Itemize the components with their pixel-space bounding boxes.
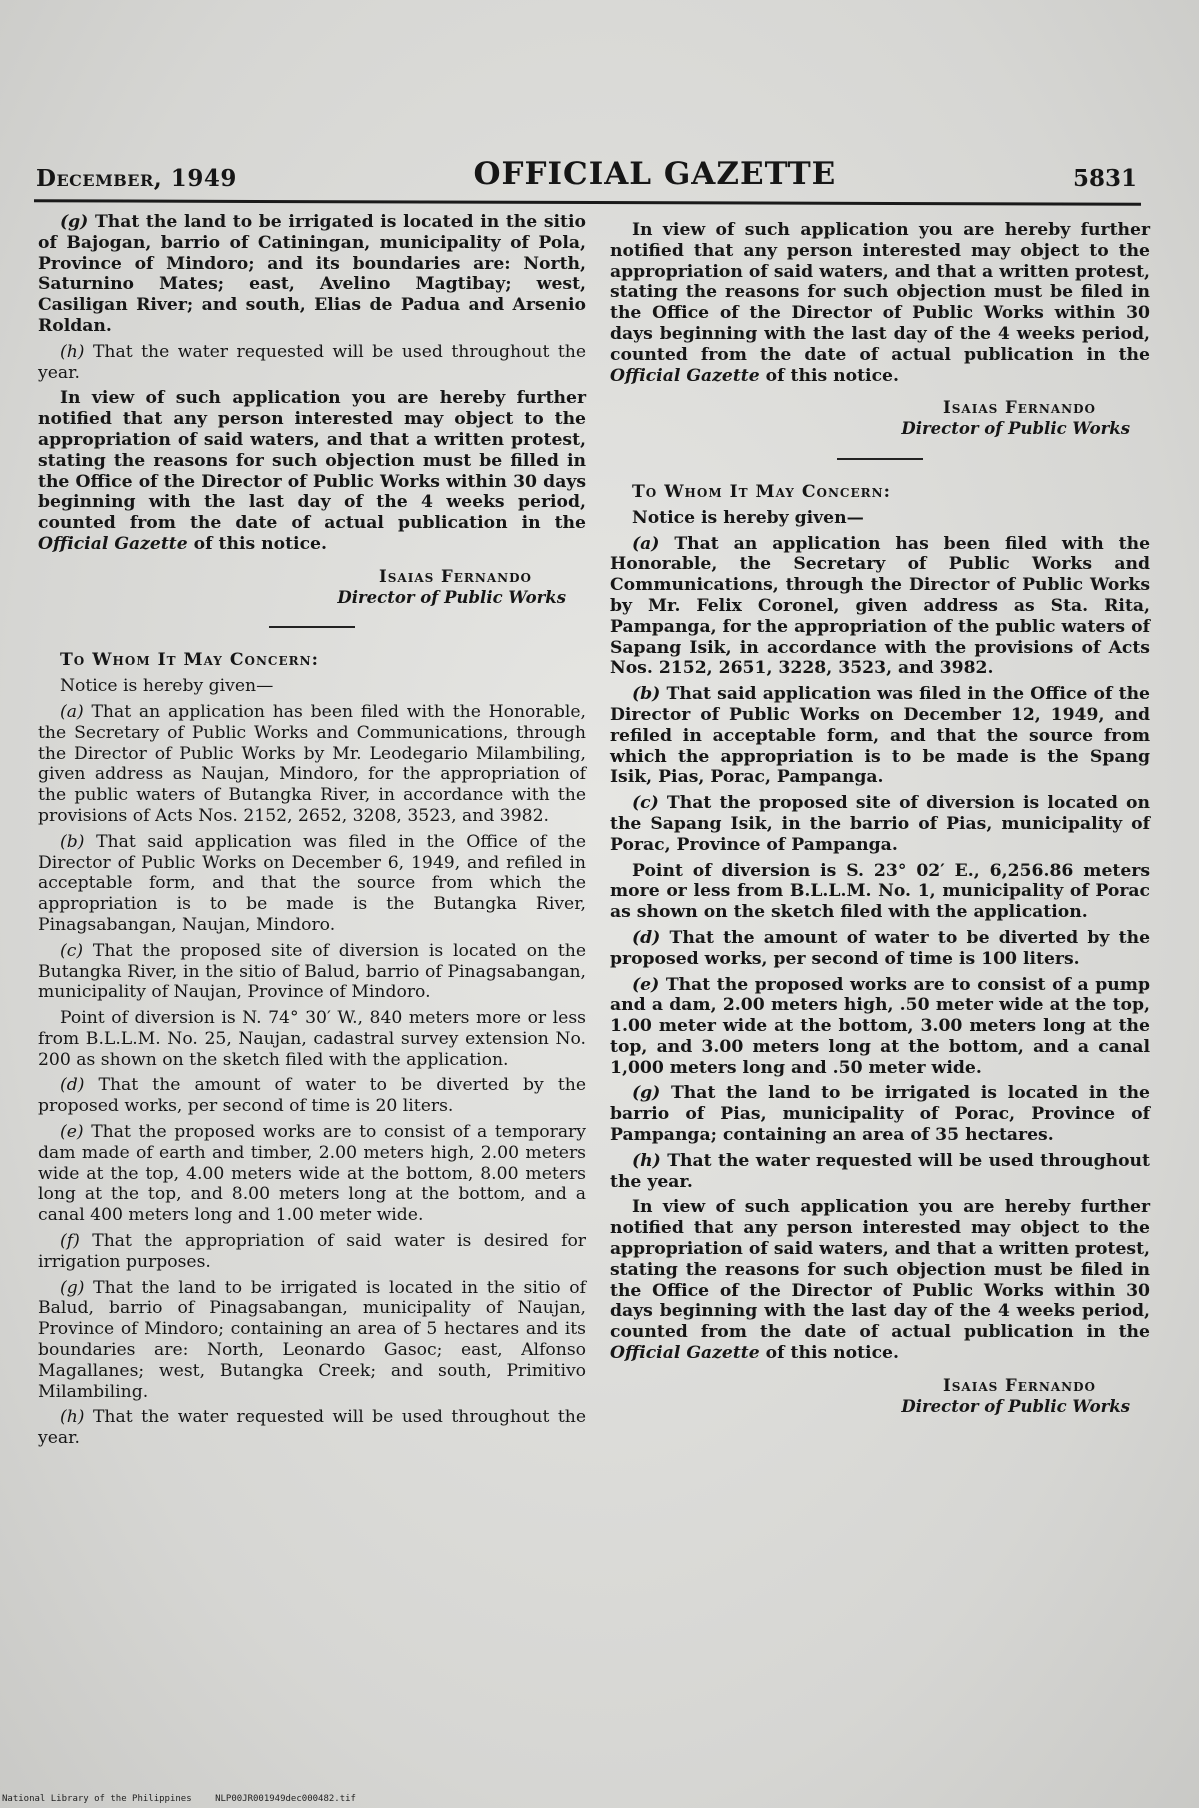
header-rule xyxy=(34,199,1141,205)
signature-title: Director of Public Works xyxy=(901,419,1130,439)
header-date: December, 1949 xyxy=(36,165,237,192)
paragraph-point: Point of diversion is S. 23° 02′ E., 6,256.86 meters more or less from B.L.L.M. No. 1, municipality of Porac as shown on the sketch filed with the application. xyxy=(610,860,1150,923)
signature-block xyxy=(38,567,586,609)
paragraph-a: (a) That an application has been filed with the Honorable, the Secretary of Public Works and Communications, through the Director of Public Works by Mr. Felix Coronel, given address as Sta. Rita, Pampanga, for the appropriation of the public waters of Sapang Isik, in accordance with the provisions of Acts Nos. 2152, 2651, 3228, 3523, and 3982. xyxy=(610,533,1151,679)
paragraph-g: (g) That the land to be irrigated is located in the barrio of Pias, municipality of Porac, Province of Pampanga; containing an area of 35 hectares. xyxy=(610,1083,1150,1146)
paragraph-c: (c) That the proposed site of diversion is located on the Sapang Isik, in the barrio of Pias, municipality of Porac, Province of Pampanga. xyxy=(610,793,1151,855)
signature-title: Director of Public Works xyxy=(901,1396,1130,1416)
paragraph-e: (e) That the proposed works are to consist of a temporary dam made of earth and timber, 2.00 meters high, 2.00 meters wide at the top, 4.00 meters wide at the bottom, 8.00 meters long at the top, and 8.00 meters long at the bottom, and a canal 400 meters long and 1.00 meter wide. xyxy=(38,1122,586,1226)
footer-library: National Library of the Philippines xyxy=(2,1794,192,1804)
right-column xyxy=(610,220,1150,1417)
notice-heading: To Whom It May Concern: xyxy=(632,481,891,502)
signature-block xyxy=(610,398,1150,440)
paragraph-in-view: In view of such application you are hereby further notified that any person interested may object to the appropriation of said waters, and that a written protest, stating the reasons for such objection must be filled in the Office of the Director of Public Works within 30 days beginning with the last day of the 4 weeks period, counted from the date of actual publication in the Official Gazette of this notice. xyxy=(38,388,586,554)
paragraph-f: (f) That the appropriation of said water is desired for irrigation purposes. xyxy=(38,1231,587,1272)
section-divider xyxy=(269,626,355,628)
paragraph-h2: (h) That the water requested will be used throughout the year. xyxy=(38,1407,587,1449)
footer-file: NLP00JR001949dec000482.tif xyxy=(215,1794,356,1804)
scan-footer xyxy=(2,1794,374,1804)
paragraph-d: (d) That the amount of water to be diverted by the proposed works, per second of time is 100 liters. xyxy=(610,927,1151,969)
paragraph-b: (b) That said application was filed in the Office of the Director of Public Works on December 12, 1949, and refiled in acceptable form, and that the source from which the appropriation is to be made is the Spang Isik, Pias, Porac, Pampanga. xyxy=(610,684,1150,788)
paragraph-c: (c) That the proposed site of diversion is located on the Butangka River, in the sitio of Balud, barrio of Pinagsabangan, municipality of Naujan, Province of Mindoro. xyxy=(38,940,586,1003)
header-title: OFFICIAL GAZETTE xyxy=(473,156,837,192)
paragraph-point: Point of diversion is N. 74° 30′ W., 840 meters more or less from B.L.L.M. No. 25, Naujan, cadastral survey extension No. 200 as shown on the sketch filed with the application. xyxy=(38,1008,586,1070)
paragraph-in-view-2: In view of such application you are hereby further notified that any person interested may object to the appropriation of said waters, and that a written protest, stating the reasons for such objection must be filed in the Office of the Director of Public Works within 30 days beginning with the last day of the 4 weeks period, counted from the date of actual publication in the Official Gazette of this notice. xyxy=(610,1197,1150,1364)
section-divider xyxy=(837,458,923,460)
signature-name: Isaias Fernando xyxy=(379,566,532,586)
paragraph-in-view: In view of such application you are hereby further notified that any person interested may object to the appropriation of said waters, and that a written protest, stating the reasons for such objection must be filed in the Office of the Director of Public Works within 30 days beginning with the last day of the 4 weeks period, counted from the date of actual publication in the Official Gazette of this notice. xyxy=(610,220,1150,386)
signature-name: Isaias Fernando xyxy=(943,398,1096,418)
notice-intro: Notice is hereby given— xyxy=(60,676,274,697)
paragraph-e: (e) That the proposed works are to consist of a pump and a dam, 2.00 meters high, .50 meter wide at the top, 1.00 meter wide at the bottom, 3.00 meters long at the top, and 3.00 meters long at the bottom, and a canal 1,000 meters long and .50 meter wide. xyxy=(610,974,1151,1078)
signature-title: Director of Public Works xyxy=(337,587,566,607)
paragraph-g2: (g) That the land to be irrigated is located in the sitio of Balud, barrio of Pinagsabangan, municipality of Naujan, Province of Mindoro; containing an area of 5 hectares and its boundaries are: North, Leonardo Gasoc; east, Alfonso Magallanes; west, Butangka Creek; and south, Primitivo Milambiling. xyxy=(38,1277,586,1402)
notice-heading: To Whom It May Concern: xyxy=(60,650,319,671)
left-column xyxy=(38,212,586,1454)
notice-section xyxy=(38,650,586,1449)
signature-block xyxy=(610,1376,1150,1418)
paragraph-h: (h) That the water requested will be used throughout the year. xyxy=(38,341,587,383)
paragraph-a: (a) That an application has been filed with the Honorable, the Secretary of Public Works and Communications, through the Director of Public Works by Mr. Leodegario Milambiling, given address as Naujan, Mindoro, for the appropriation of the public waters of Butangka River, in accordance with the provisions of Acts Nos. 2152, 2652, 3208, 3523, and 3982. xyxy=(38,701,586,826)
paragraph-d: (d) That the amount of water to be diverted by the proposed works, per second of time is 20 liters. xyxy=(38,1075,586,1117)
header-page-number: 5831 xyxy=(1072,165,1137,192)
paragraph-h: (h) That the water requested will be used throughout the year. xyxy=(610,1150,1150,1192)
notice-intro: Notice is hereby given— xyxy=(632,507,864,528)
paragraph-g: (g) That the land to be irrigated is located in the sitio of Bajogan, barrio of Catiningan, municipality of Pola, Province of Mindoro; and its boundaries are: North, Saturnino Mates; east, Avelino Magtibay; west, Casiligan River; and south, Elias de Padua and Arsenio Roldan. xyxy=(38,212,586,336)
page-header xyxy=(36,148,1137,192)
signature-name: Isaias Fernando xyxy=(943,1375,1096,1395)
paragraph-b: (b) That said application was filed in the Office of the Director of Public Works on December 6, 1949, and refiled in acceptable form, and that the source from which the appropriation is to be made is the Butangka River, Pinagsabangan, Naujan, Mindoro. xyxy=(38,831,586,935)
